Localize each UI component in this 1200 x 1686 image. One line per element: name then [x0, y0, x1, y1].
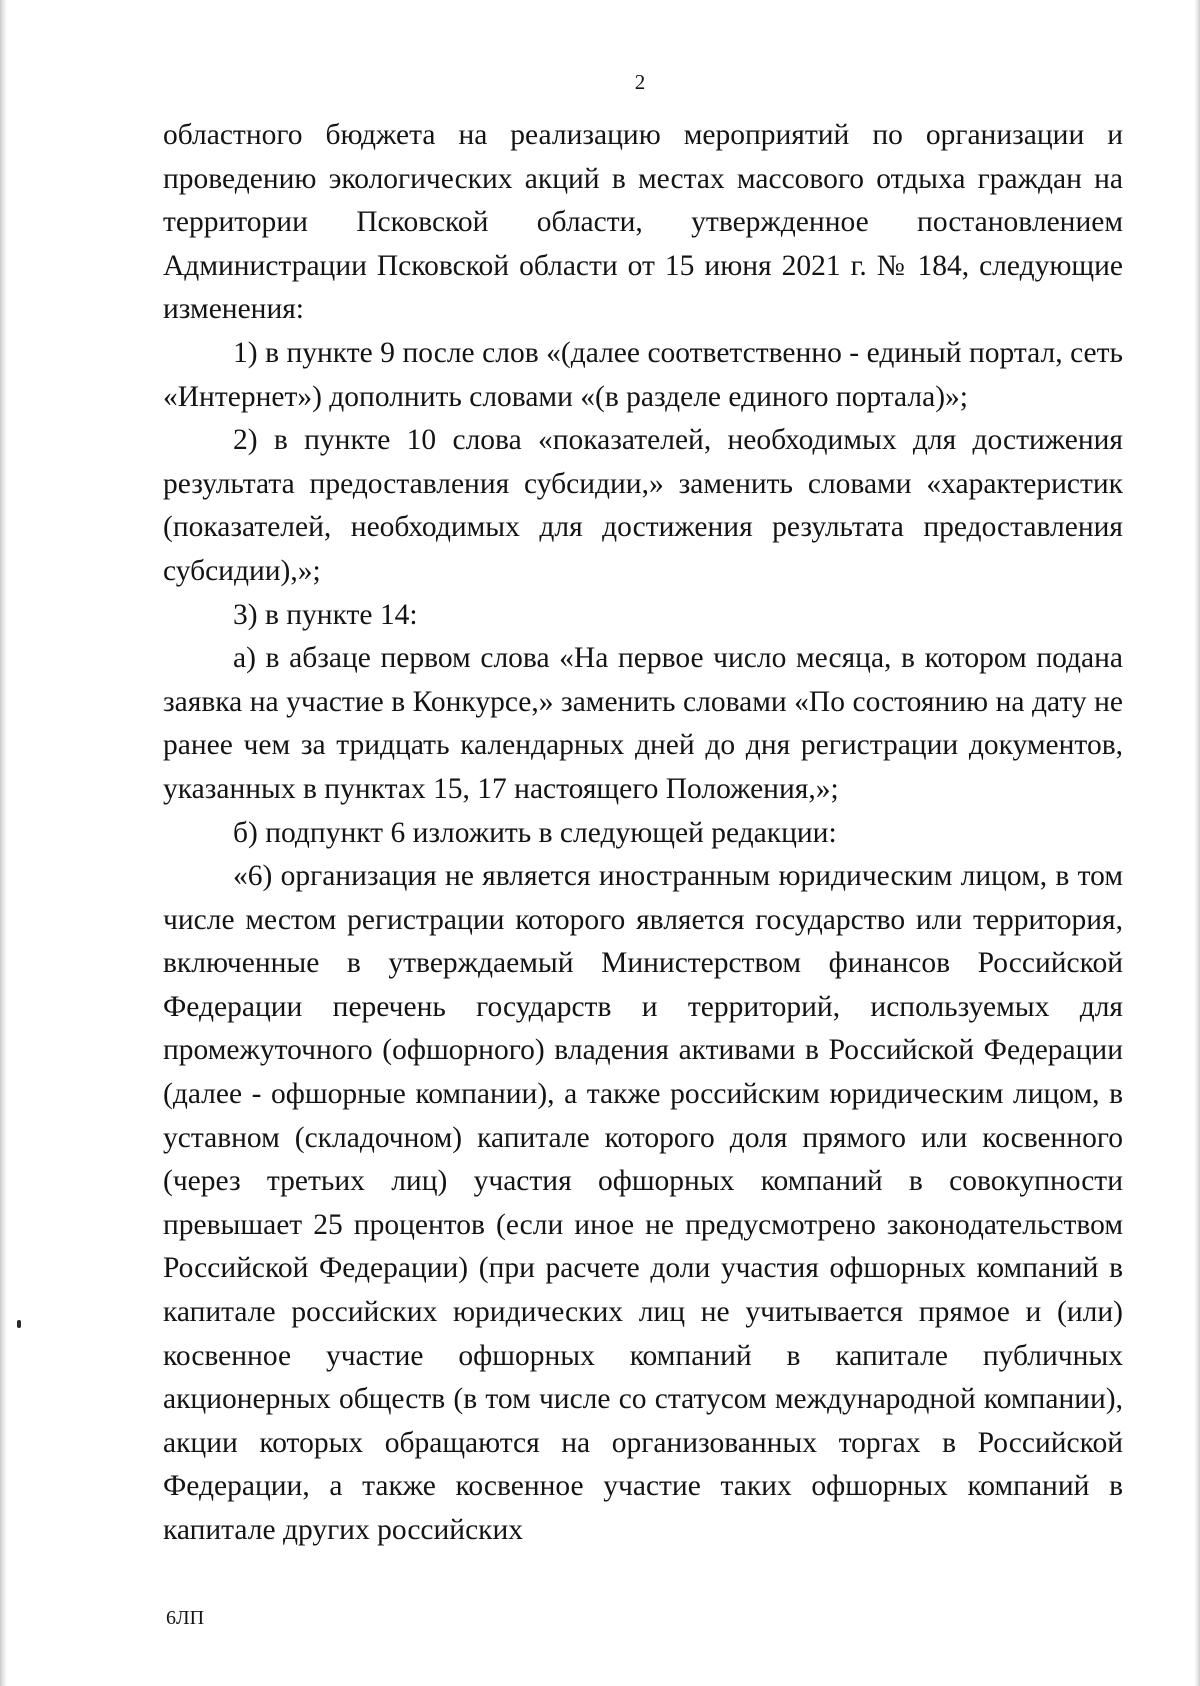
paragraph-item-1: 1) в пункте 9 после слов «(далее соответственно - единый портал, сеть «Интернет») дополнить словами «(в разделе единого портала)»;	[163, 336, 1123, 413]
document-body	[163, 114, 1123, 1553]
paragraph-quoted-subpoint-6: «6) организация не является иностранным юридическим лицом, в том числе местом регистрации которого является государство или территория, включенные в утверждаемый Министерством финансов Российской Федерации перечень государств и территорий, используемых для промежуточного (офшорного) владения активами в Российской Федерации (далее - офшорные компании), а также российским юридическим лицом, в уставном (складочном) капитале которого доля прямого или косвенного (через третьих лиц) участия офшорных компаний в совокупности превышает 25 процентов (если иное не предусмотрено законодательством Российской Федерации) (при расчете доли участия офшорных компаний в капитале российских юридических лиц не учитывается прямое и (или) косвенное участие офшорных компаний в капитале публичных акционерных обществ (в том числе со статусом международной компании), акции которых обращаются на организованных торгах в Российской Федерации, а также косвенное участие таких офшорных компаний в капитале других российских	[163, 860, 1123, 1546]
page-number: 2	[634, 70, 646, 94]
footer-document-code: 6ЛП	[166, 1607, 205, 1629]
paragraph-continuation: областного бюджета на реализацию мероприятий по организации и проведению экологических акций в местах массового отдыха граждан на территории Псковской области, утвержденное постановлением Администрации Псковской области от 15 июня 2021 г. № 184, следующие изменения:	[163, 119, 1123, 326]
scan-artifact	[17, 1320, 21, 1328]
paragraph-item-2: 2) в пункте 10 слова «показателей, необходимых для достижения результата предоставления субсидии,» заменить словами «характеристик (показателей, необходимых для достижения результата предоставления субсидии),»;	[163, 424, 1123, 587]
paragraph-subitem-b: б) подпункт 6 изложить в следующей редакции:	[233, 816, 837, 849]
scan-edge-left	[0, 0, 7, 1686]
paragraph-subitem-a: а) в абзаце первом слова «На первое число месяца, в котором подана заявка на участие в Конкурсе,» заменить словами «По состоянию на дату не ранее чем за тридцать календарных дней до дня регистрации документов, указанных в пунктах 15, 17 настоящего Положения,»;	[163, 642, 1123, 805]
paragraph-item-3: 3) в пункте 14:	[233, 598, 418, 631]
scan-edge-right	[1194, 0, 1200, 1686]
